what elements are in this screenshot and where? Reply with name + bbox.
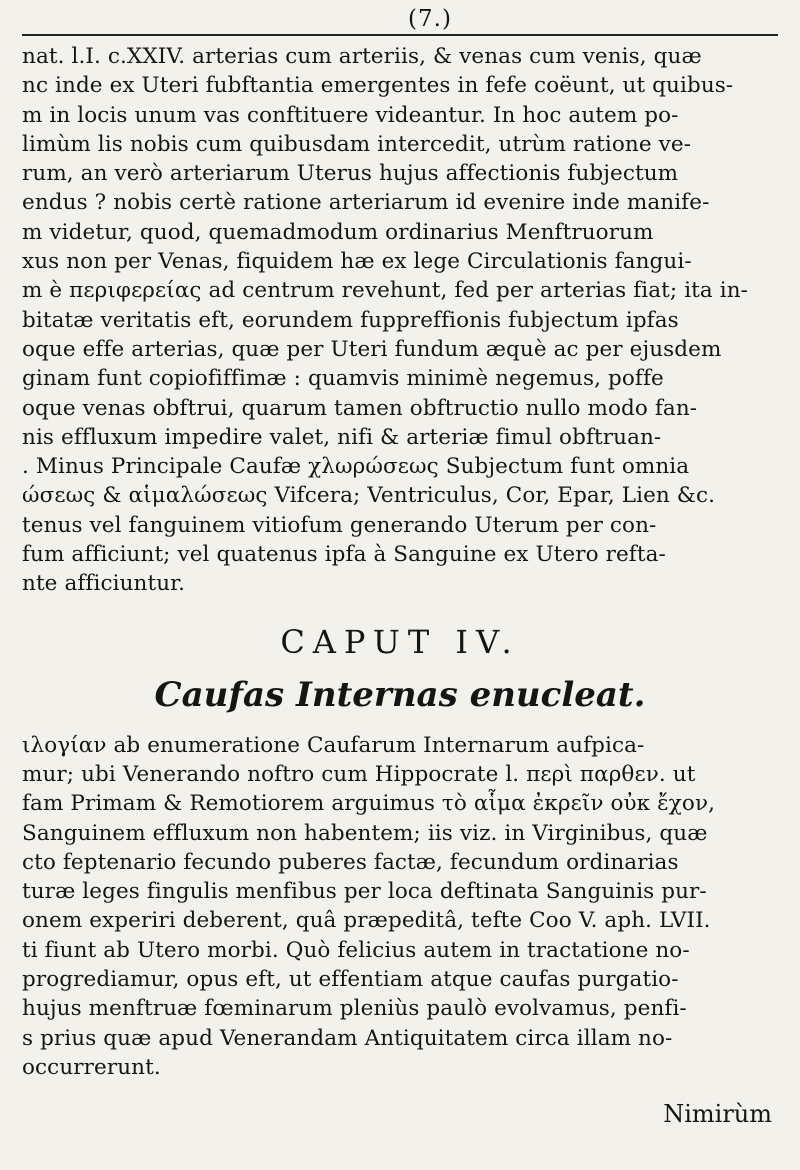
text-line: limùm lis nobis cum quibusdam intercedit, utrùm ratione ve- [22, 131, 692, 157]
text-line: nat. l.I. c.XXIV. arterias cum arteriis, & venas cum venis, quæ [22, 44, 702, 69]
paragraph-2 [22, 731, 778, 1083]
text-line: Sanguinem effluxum non habentem; iis viz. in Virginibus, quæ [22, 820, 708, 846]
catchword: Nimirùm [663, 1100, 772, 1129]
text-line: onem experiri deberent, quâ præpeditâ, tefte Coo V. aph. LVII. [22, 908, 711, 934]
text-line: oque venas obftrui, quarum tamen obftructio nullo modo fan- [22, 395, 698, 421]
text-line: turæ leges fingulis menfibus per loca deftinata Sanguinis pur- [22, 879, 707, 905]
text-line: hujus menftruæ fœminarum pleniùs paulò evolvamus, penfi- [22, 996, 687, 1022]
text-line: occurrerunt. [22, 1054, 161, 1080]
text-line: . Minus Principale Caufæ χλωρώσεως Subjectum funt omnia [22, 454, 690, 480]
text-line: xus non per Venas, fiquidem hæ ex lege Circulationis fangui- [22, 249, 692, 275]
text-line: fam Primam & Remotiorem arguimus τὸ αἷμα ἐκρεῖν οὐκ ἔχον, [22, 791, 716, 817]
text-line: mur; ubi Venerando noftro cum Hippocrate l. περὶ παρθεν. ut [22, 761, 696, 787]
text-line: tenus vel fanguinem vitiofum generando Uterum per con- [22, 512, 657, 538]
text-line: m è περιφερείας ad centrum revehunt, fed per arterias fiat; ita in- [22, 278, 749, 304]
text-line: oque effe arterias, quæ per Uteri fundum æquè ac per ejusdem [22, 336, 722, 362]
text-line: bitatæ veritatis eft, eorundem fuppreffionis fubjectum ipfas [22, 307, 679, 333]
text-line: s prius quæ apud Venerandam Antiquitatem circa illam no- [22, 1025, 673, 1051]
text-line: ώσεως & αἱμαλώσεως Vifcera; Ventriculus, Cor, Epar, Lien &c. [22, 483, 716, 509]
text-line: m videtur, quod, quemadmodum ordinarius Menftruorum [22, 219, 654, 245]
page-header: (7.) [408, 6, 452, 32]
text-line: ιλογίαν ab enumeratione Caufarum Internarum aufpica- [22, 732, 645, 758]
text-line: nis effluxum impedire valet, nifi & arteriæ fimul obftruan- [22, 424, 662, 450]
chapter-title: CAPUT IV. [280, 622, 520, 661]
text-line: fum afficiunt; vel quatenus ipfa à Sanguine ex Utero refta- [22, 542, 666, 568]
text-line: ginam funt copiofiffimæ : quamvis minimè negemus, poffe [22, 366, 664, 392]
text-line: m in locis unum vas conftituere videantur. In hoc autem po- [22, 102, 679, 128]
text-line: rum, an verò arteriarum Uterus hujus affectionis fubjectum [22, 161, 679, 187]
paragraph-1 [22, 42, 778, 599]
chapter-subtitle: Caufas Internas enucleat. [154, 674, 646, 715]
header-rule [22, 34, 778, 36]
text-line: endus ? nobis certè ratione arteriarum id evenire inde manife- [22, 190, 710, 216]
text-line: progrediamur, opus eft, ut effentiam atque caufas purgatio- [22, 967, 679, 993]
text-line: cto feptenario fecundo puberes factæ, fecundum ordinarias [22, 849, 679, 875]
text-line: nte afficiuntur. [22, 571, 186, 597]
text-line: ti fiunt ab Utero morbi. Quò felicius autem in tractatione no- [22, 937, 690, 963]
text-line: nc inde ex Uteri fubftantia emergentes in fefe coëunt, ut quibus- [22, 73, 734, 99]
